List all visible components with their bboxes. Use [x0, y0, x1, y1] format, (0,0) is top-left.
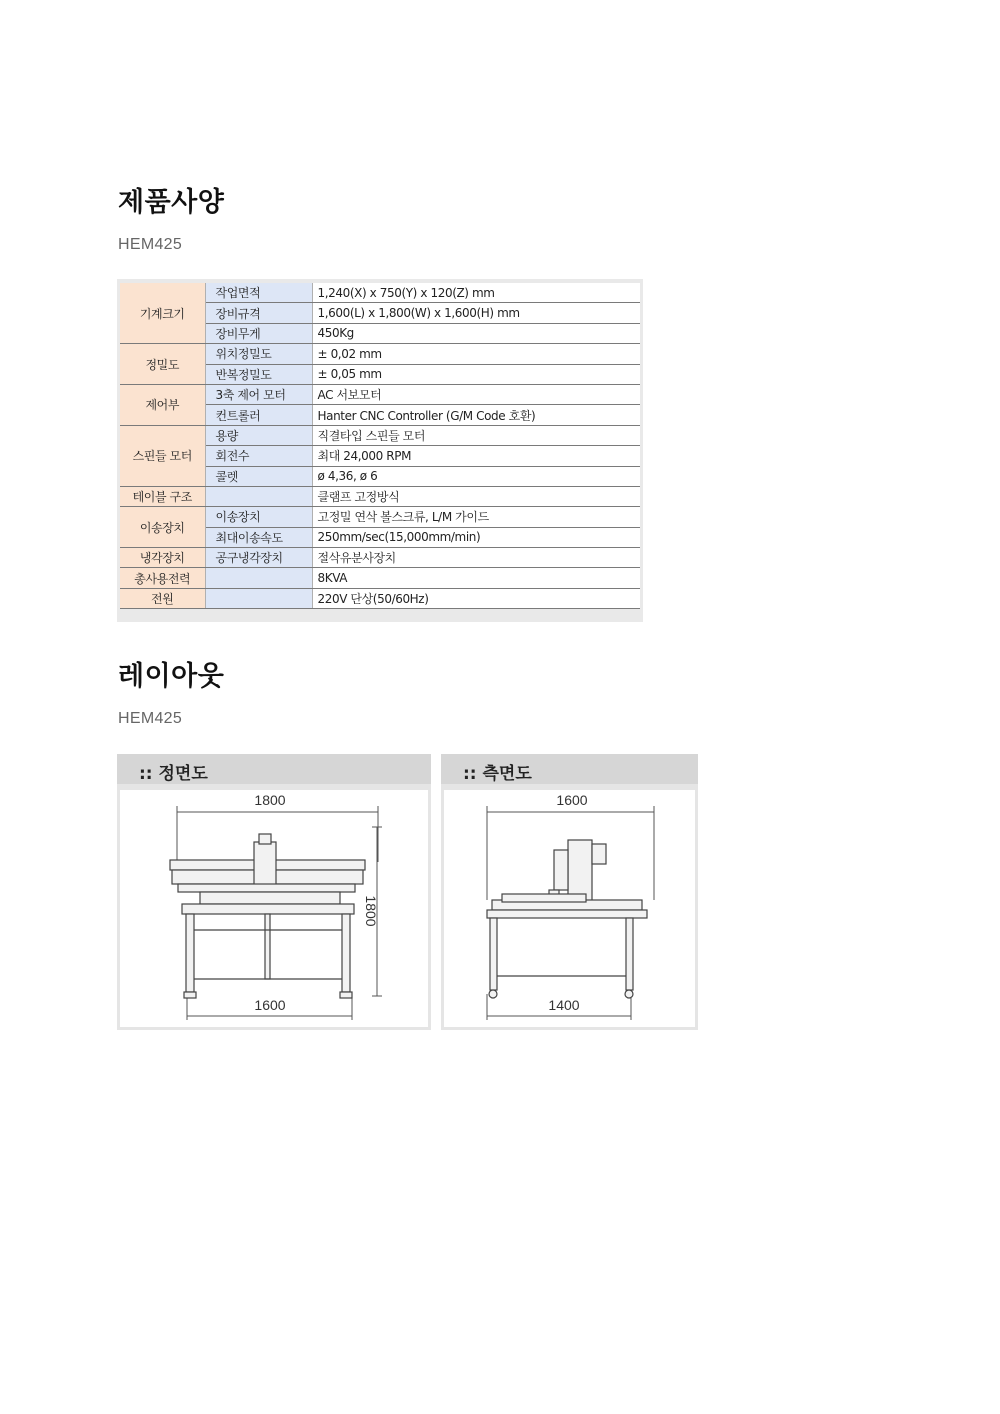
spec-row: [120, 344, 640, 364]
spec-category-cell: 스핀들 모터: [120, 425, 205, 486]
layout-section-title: 레이아웃: [118, 661, 225, 692]
spec-item-name-cell: 콜렛: [205, 466, 312, 486]
spec-item-name-cell: [205, 568, 312, 588]
spec-item-value-cell: 450Kg: [312, 323, 640, 343]
spec-item-name-cell: [205, 486, 312, 506]
spec-item-name-cell: 작업면적: [205, 283, 312, 303]
spec-item-value-cell: 1,600(L) x 1,800(W) x 1,600(H) mm: [312, 303, 640, 323]
spec-row: [120, 507, 640, 527]
side-view-header: [441, 754, 698, 784]
spec-item-name-cell: 컨트롤러: [205, 405, 312, 425]
spec-section-title: 제품사양: [118, 187, 225, 218]
spec-row: [120, 283, 640, 303]
spec-category-cell: 정밀도: [120, 344, 205, 385]
spec-category-cell: 제어부: [120, 384, 205, 425]
side-dim-top: 1600: [556, 792, 588, 808]
layout-model-label: HEM425: [118, 710, 183, 727]
spec-table: [120, 283, 640, 609]
front-view-title: :: 정면도: [139, 764, 208, 784]
side-view-title: :: 측면도: [463, 764, 532, 784]
spec-item-name-cell: 위치정밀도: [205, 344, 312, 364]
side-view-drawing-area: [444, 790, 695, 1027]
spec-category-cell: 총사용전력: [120, 568, 205, 588]
spec-model-label: HEM425: [118, 236, 183, 253]
spec-item-value-cell: Hanter CNC Controller (G/M Code 호환): [312, 405, 640, 425]
spec-row: [120, 568, 640, 588]
spec-item-value-cell: 8KVA: [312, 568, 640, 588]
spec-item-name-cell: 장비규격: [205, 303, 312, 323]
spec-item-name-cell: [205, 588, 312, 608]
spec-row: [120, 588, 640, 608]
spec-row: [120, 548, 640, 568]
spec-item-name-cell: 용량: [205, 425, 312, 445]
spec-item-name-cell: 최대이송속도: [205, 527, 312, 547]
spec-item-value-cell: 절삭유분사장치: [312, 548, 640, 568]
spec-item-value-cell: 1,240(X) x 750(Y) x 120(Z) mm: [312, 283, 640, 303]
spec-item-value-cell: ø 4,36, ø 6: [312, 466, 640, 486]
spec-item-value-cell: 250mm/sec(15,000mm/min): [312, 527, 640, 547]
side-view-drawing: [444, 790, 695, 1027]
spec-item-name-cell: 3축 제어 모터: [205, 384, 312, 404]
spec-item-value-cell: 220V 단상(50/60Hz): [312, 588, 640, 608]
spec-item-name-cell: 이송장치: [205, 507, 312, 527]
spec-item-value-cell: 최대 24,000 RPM: [312, 446, 640, 466]
spec-item-value-cell: ± 0,02 mm: [312, 344, 640, 364]
side-view-panel: [441, 754, 698, 1030]
spec-item-name-cell: 회전수: [205, 446, 312, 466]
spec-item-value-cell: 고정밀 연삭 볼스크류, L/M 가이드: [312, 507, 640, 527]
spec-item-name-cell: 반복정밀도: [205, 364, 312, 384]
spec-item-value-cell: 클램프 고정방식: [312, 486, 640, 506]
front-view-drawing: [120, 790, 428, 1027]
spec-category-cell: 기계크기: [120, 283, 205, 344]
spec-category-cell: 테이블 구조: [120, 486, 205, 506]
spec-item-value-cell: ± 0,05 mm: [312, 364, 640, 384]
spec-item-value-cell: 직결타입 스핀들 모터: [312, 425, 640, 445]
spec-category-cell: 전원: [120, 588, 205, 608]
front-view-drawing-area: [120, 790, 428, 1027]
spec-row: [120, 486, 640, 506]
spec-item-value-cell: AC 서보모터: [312, 384, 640, 404]
spec-row: [120, 425, 640, 445]
front-view-panel: [117, 754, 431, 1030]
spec-item-name-cell: 장비무게: [205, 323, 312, 343]
spec-category-cell: 이송장치: [120, 507, 205, 548]
spec-item-name-cell: 공구냉각장치: [205, 548, 312, 568]
spec-row: [120, 384, 640, 404]
side-dim-bottom: 1400: [548, 997, 580, 1013]
spec-category-cell: 냉각장치: [120, 548, 205, 568]
spec-table-frame: [117, 279, 643, 622]
front-view-header: [117, 754, 431, 784]
front-dim-top: 1800: [254, 792, 286, 808]
front-dim-height: 1800: [363, 895, 379, 927]
front-dim-bottom: 1600: [254, 997, 286, 1013]
